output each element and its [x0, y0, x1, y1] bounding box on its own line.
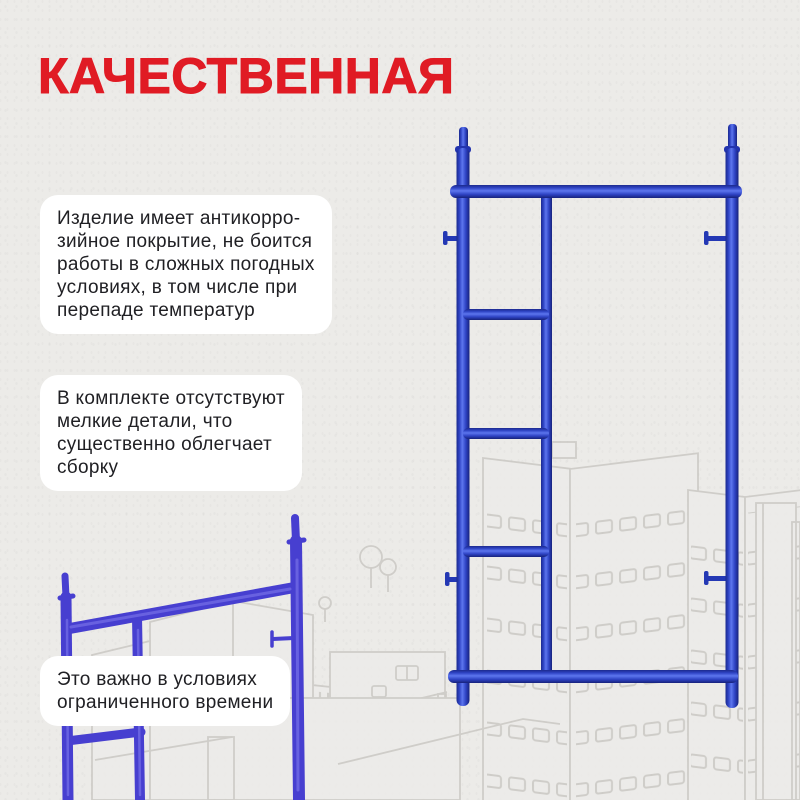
feature-text-line: зийное покрытие, не боится [57, 231, 313, 252]
feature-text-line: мелкие детали, что [57, 411, 233, 432]
feature-text-line: Изделие имеет антикорро- [57, 208, 301, 229]
feature-text-line: перепаде температур [57, 300, 255, 321]
frame-post-right [726, 148, 739, 708]
feature-text-line: ограниченного времени [57, 692, 274, 713]
page-title: КАЧЕСТВЕННАЯ [38, 48, 455, 104]
feature-text-line: сборку [57, 457, 119, 478]
feature-text-line: существенно облегчает [57, 434, 273, 455]
ladder-rung [463, 428, 549, 439]
feature-text-line: условиях, в том числе при [57, 277, 298, 298]
feature-text-line: работы в сложных погодных [57, 254, 315, 275]
feature-card-no-small-parts [40, 375, 302, 491]
feature-text-line: В комплекте отсутствуют [57, 388, 285, 409]
ladder-rung [463, 546, 549, 557]
feature-text-line: Это важно в условиях [57, 669, 258, 690]
frame-post-left [457, 148, 470, 706]
frame-top-bar [450, 185, 742, 198]
flag-pins [443, 231, 728, 586]
feature-card-anticorrosion [40, 195, 332, 334]
ladder-rungs [448, 185, 742, 683]
ladder-rung [463, 309, 549, 320]
frame-bottom-bar [448, 670, 738, 683]
frame-pins [455, 124, 740, 153]
feature-card-time-saving [40, 656, 290, 726]
